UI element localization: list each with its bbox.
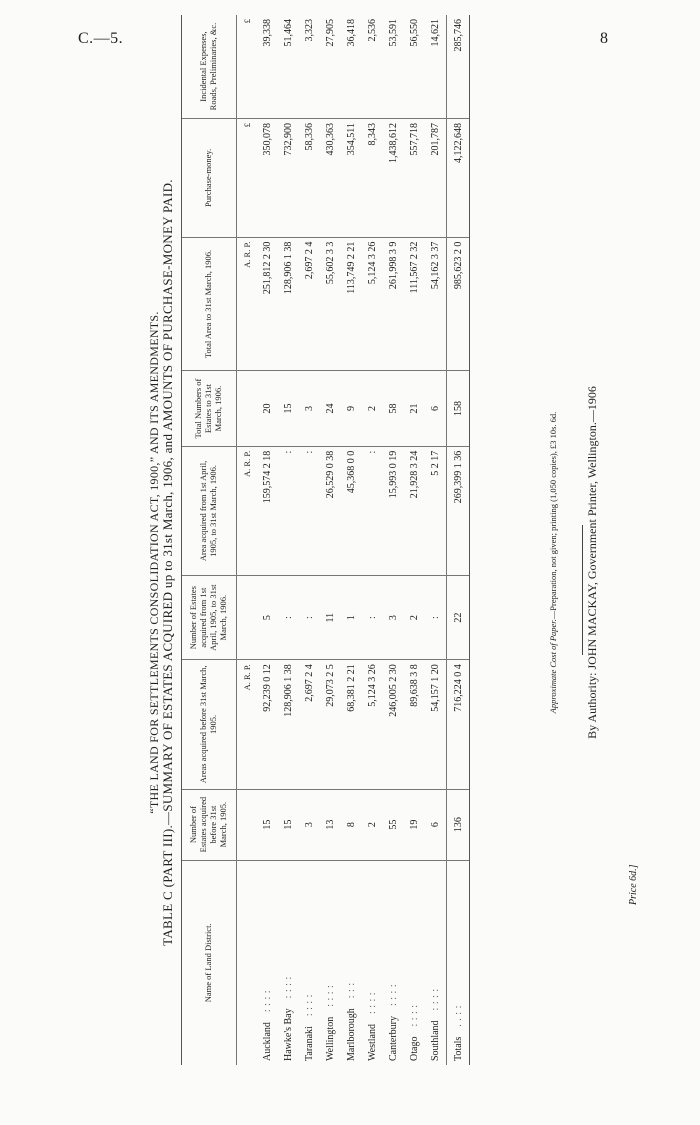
value-cell: 2,697 2 4 [299, 660, 320, 789]
leader-dots: : : : : [388, 983, 399, 1006]
value-cell: 2 [404, 576, 425, 660]
printer-authority: By Authority: JOHN MACKAY, Government Printer, Wellington.—1906 [585, 386, 599, 739]
value-cell: 251,812 2 30 [257, 237, 278, 371]
value-cell: 22 [447, 576, 470, 660]
value-cell: 29,073 2 5 [320, 660, 341, 789]
unit-cell: £ [237, 15, 258, 119]
district-name-cell [341, 860, 362, 1065]
value-cell: 45,368 0 0 [341, 446, 362, 575]
district-name-cell [278, 860, 299, 1065]
district-name-cell [404, 860, 425, 1065]
value-cell: 9 [341, 371, 362, 446]
value-cell: 24 [320, 371, 341, 446]
table-row [257, 15, 278, 1065]
value-cell: 21,928 3 24 [404, 446, 425, 575]
district-name: Canterbury [388, 1016, 399, 1061]
value-cell: 5 2 17 [425, 446, 447, 575]
value-cell: 3 [383, 576, 404, 660]
value-cell: : [278, 576, 299, 660]
unit-cell: £ [237, 119, 258, 238]
value-cell: 732,900 [278, 119, 299, 238]
value-cell: 2 [362, 371, 383, 446]
value-cell: 3 [299, 371, 320, 446]
page-number: 8 [600, 30, 608, 47]
value-cell: 56,550 [404, 15, 425, 119]
value-cell: 15 [257, 789, 278, 860]
district-name: Auckland [262, 1022, 273, 1061]
value-cell: : [362, 446, 383, 575]
value-cell: 2,697 2 4 [299, 237, 320, 371]
district-name: Totals [452, 1036, 464, 1061]
col-header-purchase-money: Purchase-money. [182, 119, 237, 238]
district-name: Southland [430, 1020, 441, 1061]
value-cell: 159,574 2 18 [257, 446, 278, 575]
district-name: Wellington [325, 1016, 336, 1061]
value-cell: 51,464 [278, 15, 299, 119]
value-cell: 27,905 [320, 15, 341, 119]
value-cell: 1,438,612 [383, 119, 404, 238]
price-note: Price 6d.] [628, 864, 639, 905]
totals-row [447, 15, 470, 1065]
leader-dots: : : : : [304, 994, 315, 1017]
district-name: Westland [367, 1024, 378, 1061]
value-cell: 55 [383, 789, 404, 860]
district-name-cell [425, 860, 447, 1065]
value-cell: 5,124 3 26 [362, 660, 383, 789]
value-cell: 92,239 0 12 [257, 660, 278, 789]
value-cell: 246,005 2 30 [383, 660, 404, 789]
value-cell: 985,623 2 0 [447, 237, 470, 371]
act-title: “THE LAND FOR SETTLEMENTS CONSOLIDATION ACT, 1900,” AND ITS AMENDMENTS. [147, 311, 161, 814]
value-cell: 26,529 0 38 [320, 446, 341, 575]
value-cell: 13 [320, 789, 341, 860]
unit-cell [237, 371, 258, 446]
value-cell: 6 [425, 371, 447, 446]
district-name: Otago [409, 1036, 420, 1061]
unit-cell [237, 576, 258, 660]
leader-dots: . . : : [452, 1005, 464, 1027]
value-cell: 20 [257, 371, 278, 446]
value-cell: 111,567 2 32 [404, 237, 425, 371]
district-name-cell [320, 860, 341, 1065]
unit-cell [237, 860, 258, 1065]
unit-cell: A. R. P. [237, 660, 258, 789]
value-cell: 285,746 [447, 15, 470, 119]
table-title: TABLE C (PART III).—SUMMARY OF ESTATES ACQUIRED up to 31st March, 1906, and AMOUNTS OF PURCHASE-MONEY PAID. [160, 179, 175, 946]
col-header-district: Name of Land District. [182, 860, 237, 1065]
value-cell: 2,536 [362, 15, 383, 119]
value-cell: 128,906 1 38 [278, 237, 299, 371]
value-cell: : [278, 446, 299, 575]
value-cell: 136 [447, 789, 470, 860]
value-cell: 269,399 1 36 [447, 446, 470, 575]
value-cell: 557,718 [404, 119, 425, 238]
value-cell: 58 [383, 371, 404, 446]
leader-dots: : : : : [325, 984, 336, 1007]
district-name-cell [362, 860, 383, 1065]
table-row [341, 15, 362, 1065]
value-cell: 39,338 [257, 15, 278, 119]
leader-dots: : : : : [262, 989, 273, 1013]
value-cell: 128,906 1 38 [278, 660, 299, 789]
district-name: Marlborough [346, 1008, 357, 1061]
value-cell: 15 [278, 371, 299, 446]
col-header-area-before: Areas acquired before 31st March, 1905. [182, 660, 237, 789]
value-cell: 350,078 [257, 119, 278, 238]
leader-dots: : : : : [283, 976, 294, 999]
value-cell: 14,621 [425, 15, 447, 119]
value-cell: 354,511 [341, 119, 362, 238]
units-row [237, 15, 258, 1065]
value-cell: 3,323 [299, 15, 320, 119]
value-cell: 201,787 [425, 119, 447, 238]
value-cell: 1 [341, 576, 362, 660]
value-cell: 68,381 2 21 [341, 660, 362, 789]
col-header-estates-year: Number of Estates acquired from 1st April, 1905, to 31st March, 1906. [182, 576, 237, 660]
value-cell: 6 [425, 789, 447, 860]
district-name-cell [447, 860, 470, 1065]
table-row [404, 15, 425, 1065]
col-header-estates-before: Number of Estates acquired before 31st March, 1905. [182, 789, 237, 860]
approx-cost-text: —Preparation, not given; printing (1,050 copies), £3 10s. 6d. [548, 411, 558, 620]
unit-cell: A. R. P. [237, 446, 258, 575]
district-name-cell [299, 860, 320, 1065]
authority-rule [582, 525, 583, 655]
value-cell: 4,122,648 [447, 119, 470, 238]
district-name: Taranaki [304, 1026, 315, 1061]
estates-summary-table [181, 15, 470, 1065]
value-cell: 53,591 [383, 15, 404, 119]
value-cell: 3 [299, 789, 320, 860]
value-cell: 58,336 [299, 119, 320, 238]
col-header-incidental: Incidental Expenses, Roads, Preliminaries, &c. [182, 15, 237, 119]
value-cell: 55,602 3 3 [320, 237, 341, 371]
approx-cost-label: Approximate Cost of Paper. [548, 619, 558, 714]
district-name: Hawke's Bay [283, 1008, 294, 1061]
value-cell: 36,418 [341, 15, 362, 119]
table-row [383, 15, 404, 1065]
table-row [299, 15, 320, 1065]
value-cell: 8,343 [362, 119, 383, 238]
col-header-total-estates: Total Numbers of Estates to 31st March, 1906. [182, 371, 237, 446]
leader-dots: : : : [346, 982, 357, 999]
col-header-total-area: Total Area to 31st March, 1906. [182, 237, 237, 371]
value-cell: 15 [278, 789, 299, 860]
value-cell: 21 [404, 371, 425, 446]
value-cell: 89,638 3 8 [404, 660, 425, 789]
value-cell: : [362, 576, 383, 660]
table-row [362, 15, 383, 1065]
value-cell: 716,224 0 4 [447, 660, 470, 789]
table-row [320, 15, 341, 1065]
value-cell: 11 [320, 576, 341, 660]
value-cell: 54,157 1 20 [425, 660, 447, 789]
unit-cell [237, 789, 258, 860]
page-reference: C.—5. [78, 30, 124, 47]
value-cell: : [299, 446, 320, 575]
value-cell: 19 [404, 789, 425, 860]
unit-cell: A. R. P. [237, 237, 258, 371]
leader-dots: : : : : [409, 1004, 420, 1027]
value-cell: 8 [341, 789, 362, 860]
leader-dots: : : : : [367, 991, 378, 1015]
value-cell: : [299, 576, 320, 660]
district-name-cell [257, 860, 278, 1065]
table-row [278, 15, 299, 1065]
value-cell: 15,993 0 19 [383, 446, 404, 575]
value-cell: 113,749 2 21 [341, 237, 362, 371]
value-cell: : [425, 576, 447, 660]
leader-dots: : : : : [430, 988, 441, 1011]
table-header-row [182, 15, 237, 1065]
value-cell: 158 [447, 371, 470, 446]
value-cell: 54,162 3 37 [425, 237, 447, 371]
col-header-area-year: Area acquired from 1st April, 1905, to 31st March, 1906. [182, 446, 237, 575]
value-cell: 261,998 3 9 [383, 237, 404, 371]
value-cell: 5,124 3 26 [362, 237, 383, 371]
value-cell: 5 [257, 576, 278, 660]
value-cell: 430,363 [320, 119, 341, 238]
summary-table-wrapper [181, 15, 470, 1065]
value-cell: 2 [362, 789, 383, 860]
district-name-cell [383, 860, 404, 1065]
approximate-cost-note [548, 0, 558, 1125]
table-row [425, 15, 447, 1065]
